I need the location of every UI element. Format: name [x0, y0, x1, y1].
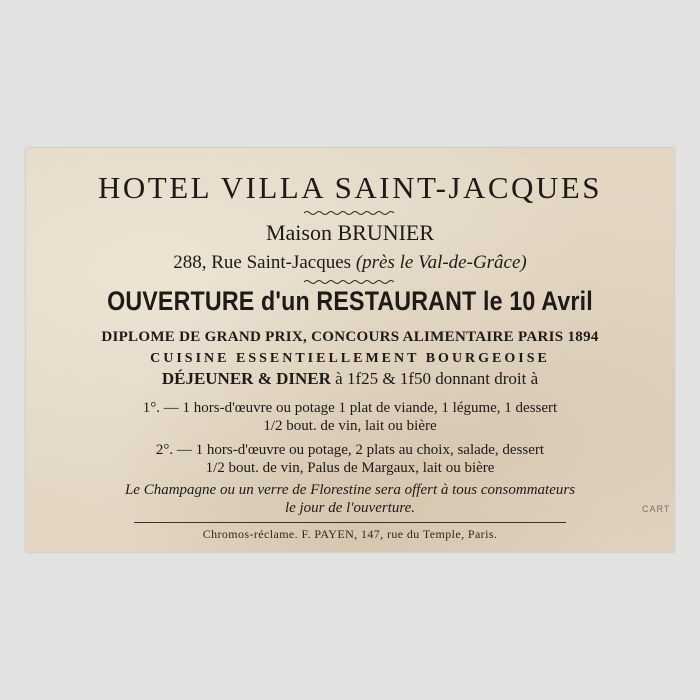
- champagne-offer-line-2: le jour de l'ouverture.: [284, 500, 416, 516]
- address: [26, 252, 674, 274]
- maison-name: Maison BRUNIER: [265, 220, 435, 245]
- menu-option-2-line-1: 2°. — 1 hors-d'œuvre ou potage, 2 plats au choix, salade, dessert: [155, 442, 545, 458]
- menu-option-1-line-1: 1°. — 1 hors-d'œuvre ou potage 1 plat de viande, 1 légume, 1 dessert: [142, 400, 558, 416]
- footer-rule: [134, 522, 566, 523]
- cuisine-line: CUISINE ESSENTIELLEMENT BOURGEOISE: [150, 351, 550, 366]
- champagne-offer-line-1: Le Champagne ou un verre de Florestine sera offert à tous consommateurs: [124, 482, 576, 498]
- meal-label: DÉJEUNER & DINER: [161, 369, 331, 388]
- address-note: (près le Val-de-Grâce): [355, 252, 527, 273]
- menu-option-2-line-2: 1/2 bout. de vin, Palus de Margaux, lait ou bière: [205, 460, 495, 476]
- meal-prices: [26, 369, 674, 389]
- printer-credit: Chromos-réclame. F. PAYEN, 147, rue du Temple, Paris.: [202, 527, 498, 541]
- meal-price-text: à 1f25 & 1f50 donnant droit à: [330, 369, 539, 388]
- wavy-divider-top: [304, 210, 394, 216]
- wavy-divider-middle: [304, 279, 394, 285]
- trade-card: [26, 148, 674, 552]
- diploma-line: DIPLOME DE GRAND PRIX, CONCOURS ALIMENTAIRE PARIS 1894: [101, 329, 599, 345]
- faded-stamp: CART: [642, 504, 671, 514]
- menu-option-1-line-2: 1/2 bout. de vin, lait ou bière: [263, 418, 437, 434]
- hotel-title: HOTEL VILLA SAINT-JACQUES: [98, 170, 602, 205]
- opening-headline: OUVERTURE d'un RESTAURANT le 10 Avril: [107, 286, 593, 316]
- address-street: 288, Rue Saint-Jacques: [173, 252, 356, 273]
